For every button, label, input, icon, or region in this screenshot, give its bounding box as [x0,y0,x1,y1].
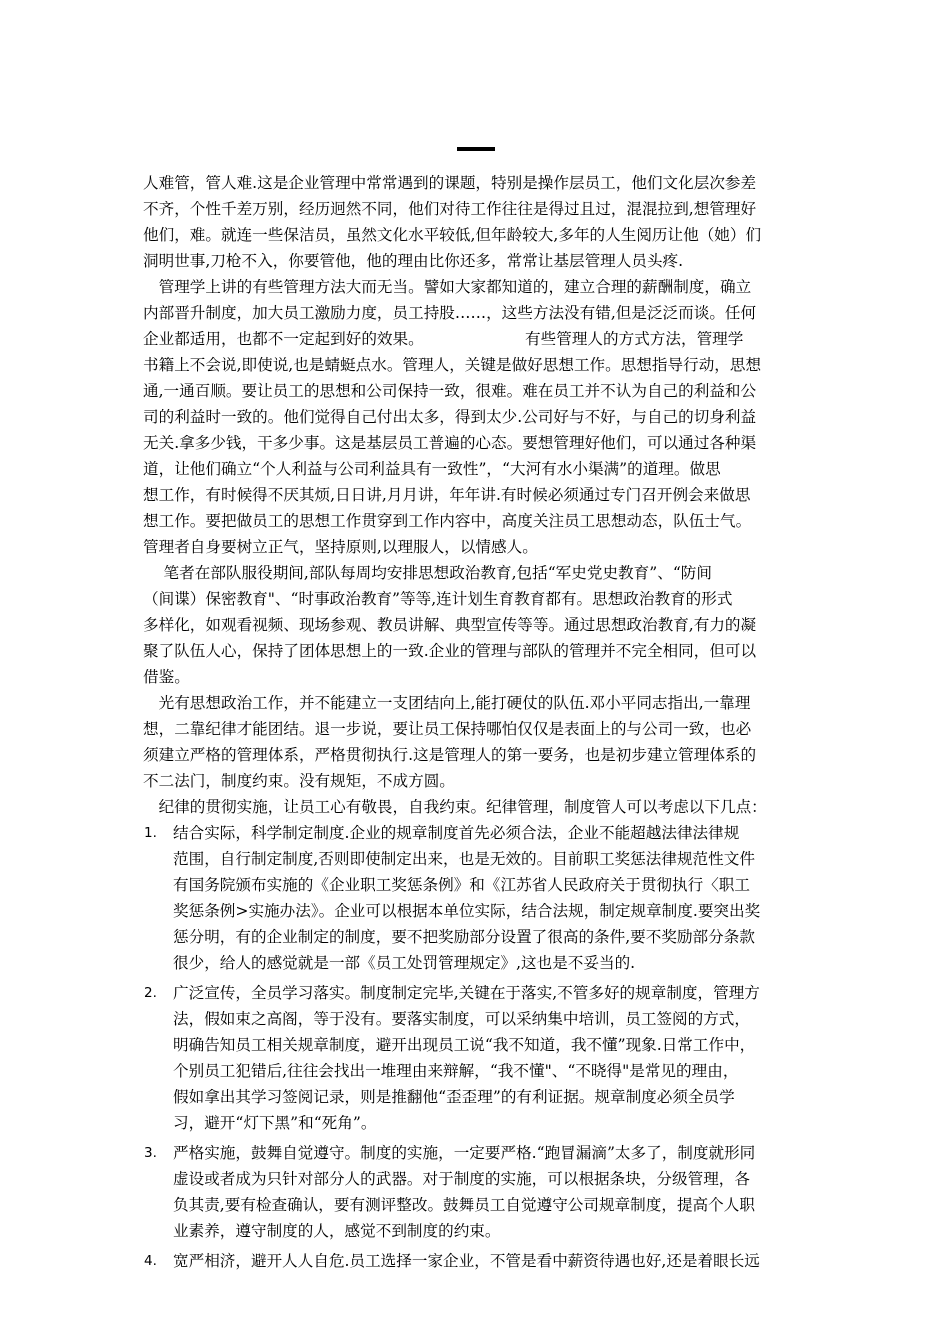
paragraph [143,690,813,794]
text-line: 司的利益时一致的。他们觉得自己付出太多，得到太少.公司好与不好，与自己的切身利益 [143,408,757,426]
list-item-number: 4. [144,1253,157,1269]
text-line: 不齐，个性千差万别，经历迥然不同，他们对待工作往往是得过且过，混混拉到,想管理好 [143,200,757,218]
text-line: 借鉴。 [143,668,190,686]
text-line: 洞明世事,刀枪不入，你要管他，他的理由比你还多，常常让基层管理人员头疼. [143,252,684,270]
list-item [143,1248,813,1274]
list-item-line: 负其责,要有检查确认，要有测评整改。鼓舞员工自觉遵守公司规章制度，提高个人职 [173,1196,755,1214]
text-line: 书籍上不会说,即使说,也是蜻蜓点水。管理人，关键是做好思想工作。思想指导行动，思想 [143,356,762,374]
list-item-line: 法，假如束之高阁，等于没有。要落实制度，可以采纳集中培训，员工签阅的方式， [173,1010,750,1028]
text-line: 道，让他们确立“个人利益与公司利益具有一致性”，“大河有水小渠满”的道理。做思 [143,460,721,478]
text-line: 他们，难。就连一些保洁员，虽然文化水平较低,但年龄较大,多年的人生阅历让他（她）们 [143,226,762,244]
list-item-line: 范围，自行制定制度,否则即使制定出来，也是无效的。目前职工奖惩法律规范性文件 [173,850,755,868]
list-item-line: 假如拿出其学习签阅记录，则是推翻他“歪歪理”的有利证据。规章制度必须全员学 [173,1088,735,1106]
paragraph [143,794,813,820]
paragraph [143,170,813,274]
text-line: 光有思想政治工作，并不能建立一支团结向上,能打硬仗的队伍.邓小平同志指出,一靠理 [143,694,751,712]
list-item-line: 有国务院颁布实施的《企业职工奖惩条例》和《江苏省人民政府关于贯彻执行〈职工 [173,876,750,894]
text-line: 企业都适用，也都不一定起到好的效果。 有些管理人的方式方法，管理学 [143,330,744,348]
list-item-line: 严格实施，鼓舞自觉遵守。制度的实施，一定要严格.“跑冒漏滴”太多了，制度就形同 [173,1144,756,1162]
list-item-line: 虚设或者成为只针对部分人的武器。对于制度的实施，可以根据条块，分级管理，各 [173,1170,750,1188]
list-item-line: 宽严相济，避开人人自危.员工选择一家企业，不管是看中薪资待遇也好,还是着眼长远 [173,1252,760,1270]
text-line: 想，二靠纪律才能团结。退一步说，要让员工保持哪怕仅仅是表面上的与公司一致，也必 [143,720,752,738]
text-line: 想工作。要把做员工的思想工作贯穿到工作内容中，高度关注员工思想动态，队伍士气。 [143,512,752,530]
list-item-number: 2. [144,985,157,1001]
text-line: 管理者自身要树立正气，坚持原则,以理服人，以情感人。 [143,538,538,556]
list-item-line: 惩分明，有的企业制定的制度，要不把奖励部分设置了很高的条件,要不奖励部分条款 [173,928,755,946]
title-dash [457,147,495,151]
list-item [143,820,813,976]
text-line: 管理学上讲的有些管理方法大而无当。譬如大家都知道的，建立合理的薪酬制度，确立 [143,278,752,296]
list-item-line: 很少，给人的感觉就是一部《员工处罚管理规定》,这也是不妥当的. [173,954,636,972]
list-item-line: 奖惩条例>实施办法》。企业可以根据本单位实际，结合法规，制定规章制度.要突出奖 [173,902,761,920]
list-item-line: 习，避开“灯下黑”和“死角”。 [173,1114,377,1132]
list-item-number: 3. [144,1145,157,1161]
list-item-number: 1. [144,825,157,841]
text-line: 内部晋升制度，加大员工激励力度，员工持股……，这些方法没有错,但是泛泛而谈。任何 [143,304,757,322]
list-item [143,1140,813,1244]
text-line: 人难管，管人难.这是企业管理中常常遇到的课题，特别是操作层员工，他们文化层次参差 [143,174,757,192]
text-line: （间谍）保密教育"、“时事政治教育”等等,连计划生育教育都有。思想政治教育的形式 [143,590,733,608]
paragraph [143,560,813,690]
list-item-line: 个别员工犯错后,往往会找出一堆理由来辩解，“我不懂"、“不晓得"是常见的理由， [173,1062,739,1080]
text-line: 想工作，有时候得不厌其烦,日日讲,月月讲，年年讲.有时候必须通过专门召开例会来做思 [143,486,751,504]
text-line: 笔者在部队服役期间,部队每周均安排思想政治教育,包括“军史党史教育”、“防间 [143,564,712,582]
text-line: 不二法门，制度约束。没有规矩，不成方圆。 [143,772,455,790]
text-line: 无关.拿多少钱，干多少事。这是基层员工普遍的心态。要想管理好他们，可以通过各种渠 [143,434,757,452]
text-line: 通,一通百顺。要让员工的思想和公司保持一致，很难。难在员工并不认为自己的利益和公 [143,382,757,400]
document-body [143,170,813,1278]
paragraph [143,274,813,560]
list-item-line: 广泛宣传，全员学习落实。制度制定完毕,关键在于落实,不管多好的规章制度，管理方 [173,984,760,1002]
text-line: 多样化，如观看视频、现场参观、教员讲解、典型宣传等等。通过思想政治教育,有力的凝 [143,616,757,634]
text-line: 聚了队伍人心，保持了团体思想上的一致.企业的管理与部队的管理并不完全相同，但可以 [143,642,757,660]
text-line: 须建立严格的管理体系，严格贯彻执行.这是管理人的第一要务，也是初步建立管理体系的 [143,746,757,764]
list-item-line: 明确告知员工相关规章制度，避开出现员工说“我不知道，我不懂”现象.日常工作中， [173,1036,756,1054]
list-item-line: 结合实际，科学制定制度.企业的规章制度首先必须合法，企业不能超越法律法律规 [173,824,740,842]
text-line: 纪律的贯彻实施，让员工心有敬畏，自我约束。纪律管理，制度管人可以考虑以下几点： [143,798,767,816]
numbered-list [143,820,813,1274]
list-item [143,980,813,1136]
list-item-line: 业素养，遵守制度的人，感觉不到制度的约束。 [173,1222,501,1240]
